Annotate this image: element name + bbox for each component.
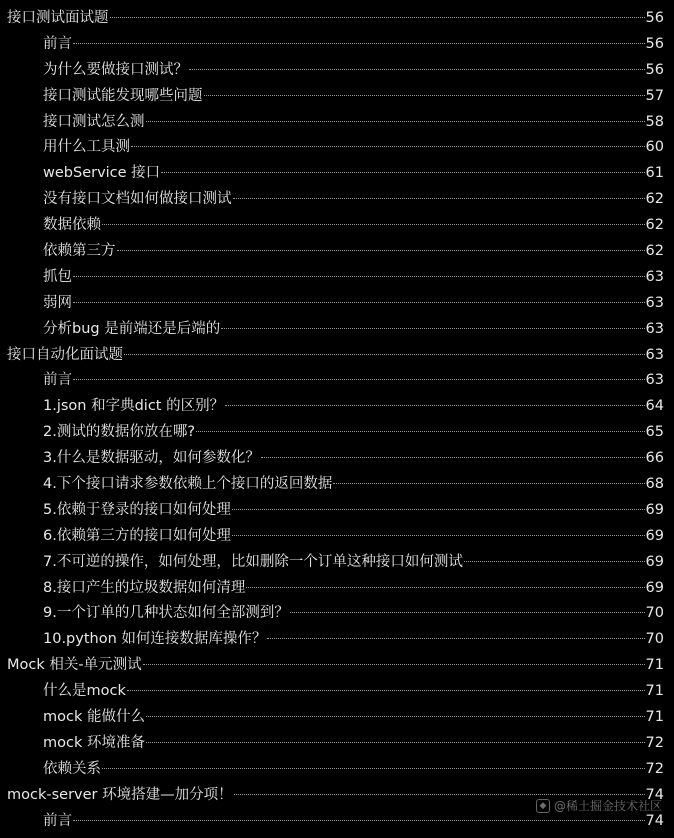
toc-page-number[interactable]: 68: [645, 476, 664, 493]
toc-dot-leader: [232, 535, 645, 536]
toc-page-number[interactable]: 69: [645, 579, 664, 596]
toc-entry-title[interactable]: 5.依赖于登录的接口如何处理: [43, 501, 231, 518]
toc-page-number[interactable]: 71: [645, 709, 664, 726]
toc-dot-leader: [196, 431, 645, 432]
toc-section-entry[interactable]: [0, 550, 674, 576]
toc-entry-title[interactable]: 抓包: [43, 268, 72, 285]
toc-page-number[interactable]: 63: [645, 294, 664, 311]
toc-entry-title[interactable]: 前言: [43, 35, 72, 52]
toc-section-entry[interactable]: [0, 291, 674, 317]
toc-dot-leader: [225, 405, 644, 406]
toc-entry-line: [43, 135, 664, 161]
toc-entry-title[interactable]: 用什么工具测: [43, 139, 130, 156]
toc-dot-leader: [73, 43, 645, 44]
toc-section-entry[interactable]: [0, 420, 674, 446]
toc-entry-line: [43, 550, 664, 576]
toc-entry-line: [43, 576, 664, 602]
toc-page-number[interactable]: 61: [645, 165, 664, 182]
toc-section-entry[interactable]: [0, 576, 674, 602]
toc-dot-leader: [246, 587, 644, 588]
toc-entry-line: [43, 110, 664, 136]
toc-dot-leader: [189, 69, 645, 70]
toc-entry-title[interactable]: 接口测试能发现哪些问题: [43, 87, 203, 104]
toc-dot-leader: [124, 354, 645, 355]
toc-section-entry[interactable]: [0, 84, 674, 110]
toc-section-entry[interactable]: [0, 135, 674, 161]
toc-dot-leader: [464, 561, 645, 562]
toc-entry-line: [43, 32, 664, 58]
toc-dot-leader: [333, 483, 644, 484]
toc-section-entry[interactable]: [0, 446, 674, 472]
toc-chapter-entry[interactable]: [0, 6, 674, 32]
toc-page-number[interactable]: 66: [645, 450, 664, 467]
toc-section-entry[interactable]: [0, 705, 674, 731]
toc-entry-title[interactable]: mock 环境准备: [43, 734, 145, 751]
toc-entry-line: [43, 420, 664, 446]
toc-dot-leader: [102, 768, 645, 769]
toc-dot-leader: [73, 302, 645, 303]
toc-page-number[interactable]: 64: [645, 398, 664, 415]
toc-dot-leader: [221, 328, 644, 329]
toc-section-entry[interactable]: [0, 394, 674, 420]
toc-entry-title[interactable]: 前言: [43, 372, 72, 389]
toc-page-number[interactable]: 72: [645, 760, 664, 777]
toc-page-number[interactable]: 70: [645, 631, 664, 648]
toc-entry-line: [43, 472, 664, 498]
toc-page-number[interactable]: 74: [645, 786, 664, 803]
toc-page-number[interactable]: 62: [645, 191, 664, 208]
toc-page-number[interactable]: 69: [645, 527, 664, 544]
toc-section-entry[interactable]: [0, 472, 674, 498]
toc-entry-line: [43, 731, 664, 757]
toc-entry-line: [43, 265, 664, 291]
toc-section-entry[interactable]: [0, 32, 674, 58]
toc-entry-line: [43, 368, 664, 394]
toc-entry-title[interactable]: 分析bug 是前端还是后端的: [43, 320, 221, 337]
toc-section-entry[interactable]: [0, 110, 674, 136]
toc-dot-leader: [161, 172, 644, 173]
toc-section-entry[interactable]: [0, 731, 674, 757]
toc-page-number[interactable]: 71: [645, 683, 664, 700]
toc-dot-leader: [110, 17, 645, 18]
juejin-logo-icon: ◆: [536, 799, 550, 813]
toc-page-number[interactable]: 62: [645, 217, 664, 234]
toc-dot-leader: [234, 794, 645, 795]
toc-page-number[interactable]: 63: [645, 320, 664, 337]
toc-section-entry[interactable]: [0, 524, 674, 550]
toc-dot-leader: [117, 250, 645, 251]
toc-entry-title[interactable]: 什么是mock: [43, 683, 126, 700]
toc-section-entry[interactable]: [0, 187, 674, 213]
toc-dot-leader: [232, 509, 645, 510]
toc-entry-title[interactable]: 依赖关系: [43, 760, 101, 777]
toc-entry-title[interactable]: 数据依赖: [43, 217, 101, 234]
toc-entry-title[interactable]: 4.下个接口请求参数依赖上个接口的返回数据: [43, 476, 333, 493]
toc-entry-title[interactable]: 1.json 和字典dict 的区别？: [43, 398, 225, 415]
toc-page-number[interactable]: 56: [645, 10, 664, 26]
toc-section-entry[interactable]: [0, 265, 674, 291]
toc-dot-leader: [233, 198, 645, 199]
toc-entry-title[interactable]: 7.不可逆的操作，如何处理，比如删除一个订单这种接口如何测试: [43, 553, 463, 570]
toc-entry-line: [7, 653, 664, 679]
toc-entry-line: [43, 498, 664, 524]
toc-dot-leader: [127, 690, 645, 691]
toc-entry-line: [7, 343, 664, 369]
toc-entry-title[interactable]: Mock 相关-单元测试: [7, 657, 142, 674]
toc-entry-line: [43, 213, 664, 239]
toc-page-number[interactable]: 58: [645, 113, 664, 130]
toc-dot-leader: [102, 224, 645, 225]
toc-entry-line: [43, 601, 664, 627]
watermark-text: @稀土掘金技术社区: [553, 799, 662, 813]
toc-entry-title[interactable]: 9.一个订单的几种状态如何全部测到？: [43, 605, 289, 622]
toc-entry-title[interactable]: 接口测试面试题: [7, 10, 109, 26]
toc-dot-leader: [261, 457, 645, 458]
toc-entry-title[interactable]: 接口自动化面试题: [7, 346, 123, 363]
toc-page-number[interactable]: 72: [645, 734, 664, 751]
toc-page-number[interactable]: 70: [645, 605, 664, 622]
toc-section-entry[interactable]: [0, 239, 674, 265]
toc-dot-leader: [131, 146, 645, 147]
toc-section-entry[interactable]: [0, 368, 674, 394]
table-of-contents: [0, 6, 674, 835]
toc-entry-line: [43, 187, 664, 213]
toc-entry-line: [43, 84, 664, 110]
toc-page-number[interactable]: 74: [645, 812, 664, 829]
toc-dot-leader: [146, 121, 645, 122]
toc-entry-line: [43, 239, 664, 265]
toc-entry-title[interactable]: 8.接口产生的垃圾数据如何清理: [43, 579, 246, 596]
toc-entry-line: [43, 58, 664, 84]
toc-entry-title[interactable]: 为什么要做接口测试？: [43, 61, 188, 78]
toc-entry-line: [43, 524, 664, 550]
toc-chapter-entry[interactable]: [0, 343, 674, 369]
toc-section-entry[interactable]: [0, 213, 674, 239]
toc-entry-line: [43, 317, 664, 343]
toc-dot-leader: [146, 742, 645, 743]
toc-entry-title[interactable]: mock-server 环境搭建—加分项！: [7, 786, 233, 803]
toc-entry-title[interactable]: mock 能做什么: [43, 709, 145, 726]
toc-entry-title[interactable]: 2.测试的数据你放在哪?: [43, 424, 196, 441]
toc-entry-title[interactable]: 没有接口文档如何做接口测试: [43, 191, 232, 208]
toc-section-entry[interactable]: [0, 601, 674, 627]
toc-page-number[interactable]: 69: [645, 501, 664, 518]
toc-section-entry[interactable]: [0, 498, 674, 524]
toc-entry-title[interactable]: 接口测试怎么测: [43, 113, 145, 130]
toc-page-number[interactable]: 65: [645, 424, 664, 441]
toc-entry-title[interactable]: webService 接口: [43, 165, 161, 182]
toc-page-number[interactable]: 69: [645, 553, 664, 570]
toc-entry-line: [43, 291, 664, 317]
toc-entry-title[interactable]: 6.依赖第三方的接口如何处理: [43, 527, 231, 544]
toc-entry-title[interactable]: 前言: [43, 812, 72, 829]
toc-section-entry[interactable]: [0, 58, 674, 84]
toc-entry-line: [43, 394, 664, 420]
toc-entry-title[interactable]: 依赖第三方: [43, 243, 116, 260]
toc-section-entry[interactable]: [0, 627, 674, 653]
toc-page-number[interactable]: 56: [645, 35, 664, 52]
toc-entry-title[interactable]: 10.python 如何连接数据库操作？: [43, 631, 267, 648]
toc-entry-line: [43, 757, 664, 783]
toc-page-number[interactable]: 56: [645, 61, 664, 78]
toc-section-entry[interactable]: [0, 679, 674, 705]
toc-page-number[interactable]: 71: [645, 657, 664, 674]
toc-page-number[interactable]: 63: [645, 346, 664, 363]
toc-entry-line: [43, 627, 664, 653]
toc-entry-line: [43, 446, 664, 472]
toc-entry-line: [43, 705, 664, 731]
toc-section-entry[interactable]: [0, 317, 674, 343]
toc-dot-leader: [204, 95, 645, 96]
toc-dot-leader: [73, 276, 645, 277]
toc-section-entry[interactable]: [0, 757, 674, 783]
watermark: [536, 797, 662, 814]
toc-chapter-entry[interactable]: [0, 653, 674, 679]
toc-page-number[interactable]: 57: [645, 87, 664, 104]
toc-dot-leader: [73, 820, 645, 821]
toc-page-number[interactable]: 63: [645, 268, 664, 285]
toc-section-entry[interactable]: [0, 161, 674, 187]
toc-entry-title[interactable]: 弱网: [43, 294, 72, 311]
toc-page-number[interactable]: 60: [645, 139, 664, 156]
toc-entry-title[interactable]: 3.什么是数据驱动，如何参数化？: [43, 450, 260, 467]
toc-page-number[interactable]: 63: [645, 372, 664, 389]
toc-dot-leader: [143, 664, 645, 665]
toc-entry-line: [43, 161, 664, 187]
toc-dot-leader: [73, 379, 645, 380]
toc-dot-leader: [146, 716, 645, 717]
toc-dot-leader: [267, 638, 644, 639]
toc-entry-line: [7, 6, 664, 32]
toc-entry-line: [43, 679, 664, 705]
toc-page-number[interactable]: 62: [645, 243, 664, 260]
toc-dot-leader: [290, 612, 645, 613]
